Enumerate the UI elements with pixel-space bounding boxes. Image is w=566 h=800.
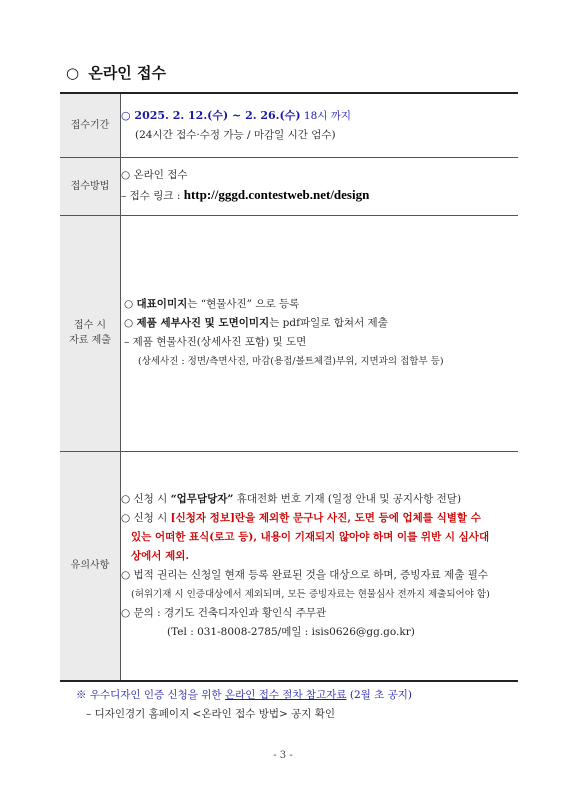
content-method xyxy=(121,157,519,215)
materials-line1 xyxy=(124,295,518,314)
section-title-text: 온라인 접수 xyxy=(88,64,167,82)
section-title xyxy=(66,62,166,83)
footer-note xyxy=(76,686,412,724)
footer-line2: – 디자인경기 홈페이지 <온라인 접수 방법> 공지 확인 xyxy=(86,708,336,720)
label-materials xyxy=(60,215,121,451)
footer-line1 xyxy=(76,686,412,705)
materials-l1-rest: 는 “현물사진” 으로 등록 xyxy=(187,298,300,310)
materials-line2 xyxy=(124,314,518,333)
footer-text-underlined: 온라인 접수 절차 참고자료 xyxy=(224,689,347,701)
materials-l1-bold: 대표이미지 xyxy=(136,298,188,310)
notes-n2-pre: ○ 신청 시 xyxy=(121,511,168,524)
notes-n1-rest: 휴대전화 번호 기재 (일정 안내 및 공지사항 전달) xyxy=(236,492,462,505)
content-notes xyxy=(121,451,519,681)
notes-line4: (허위기재 시 인증대상에서 제외되며, 모든 증빙자료는 현물심사 전까지 제출되어야 함) xyxy=(131,588,490,600)
footer-text-post: (2월 초 공지) xyxy=(349,689,412,701)
section-circle-marker: ○ xyxy=(66,64,80,82)
period-date-line xyxy=(121,106,518,126)
materials-line3: – 제품 현물사진(상세사진 포함) 및 도면 xyxy=(124,336,307,348)
row-period xyxy=(60,93,518,157)
materials-line4: (상세사진 : 정면/측면사진, 마감(용접/볼트체결)부위, 지면과의 접합부 등) xyxy=(138,356,444,367)
materials-l2-rest: 는 pdf파일로 합쳐서 제출 xyxy=(269,317,388,329)
notes-n2-red3: 상에서 제외. xyxy=(131,549,190,562)
row-notes xyxy=(60,451,518,681)
label-period: 접수기간 xyxy=(60,93,121,157)
label-method: 접수방법 xyxy=(60,157,121,215)
footer-text-pre: 우수디자인 인증 신청을 위한 xyxy=(89,689,222,701)
notes-line3: ○ 법적 권리는 신청일 현재 등록 완료된 것을 대상으로 하며, 증빙자료 제출 필수 xyxy=(121,568,488,581)
submission-info-table xyxy=(60,92,518,682)
content-materials xyxy=(121,215,519,451)
label-materials-line1: 접수 시 xyxy=(73,320,107,331)
period-time: 18시 까지 xyxy=(303,109,352,122)
notes-line5: ○ 문의 : 경기도 건축디자인과 황인식 주무관 xyxy=(121,606,327,619)
notes-line1 xyxy=(121,490,518,509)
footer-asterisk: ※ xyxy=(76,689,87,701)
period-note: (24시간 접수·수정 가능 / 마감일 시간 엄수) xyxy=(135,128,336,141)
content-period xyxy=(121,93,519,157)
method-link-prefix: – 접수 링크 : xyxy=(121,190,181,202)
notes-n2-red1: [신청자 정보]란을 제외한 문구나 사진, 도면 등에 업체를 식별할 수 xyxy=(170,511,481,524)
notes-n2-red2: 있는 어떠한 표식(로고 등), 내용이 기재되지 않아야 하며 이를 위반 시 심사대 xyxy=(131,530,490,543)
submission-link[interactable]: http://gggd.contestweb.net/design xyxy=(183,187,370,202)
row-materials xyxy=(60,215,518,451)
method-link-line xyxy=(121,185,518,206)
row-method xyxy=(60,157,518,215)
materials-l1-marker: ○ xyxy=(124,298,134,310)
materials-l2-bold: 제품 세부사진 및 도면이미지 xyxy=(136,317,270,329)
materials-l2-marker: ○ xyxy=(124,317,134,329)
period-date: ○ 2025. 2. 12.(수) ~ 2. 26.(수) xyxy=(121,108,301,122)
notes-contact: (Tel : 031-8008-2785/메일 : isis0626@gg.go.kr) xyxy=(167,625,415,638)
notes-n1-pre: ○ 신청 시 xyxy=(121,492,168,505)
method-line1: ○ 온라인 접수 xyxy=(121,169,188,181)
label-materials-line2: 자료 제출 xyxy=(69,335,111,346)
notes-n1-bold: “업무담당자” xyxy=(170,492,234,505)
label-notes: 유의사항 xyxy=(60,451,121,681)
page-number: - 3 - xyxy=(273,750,293,761)
notes-line2 xyxy=(121,509,518,528)
